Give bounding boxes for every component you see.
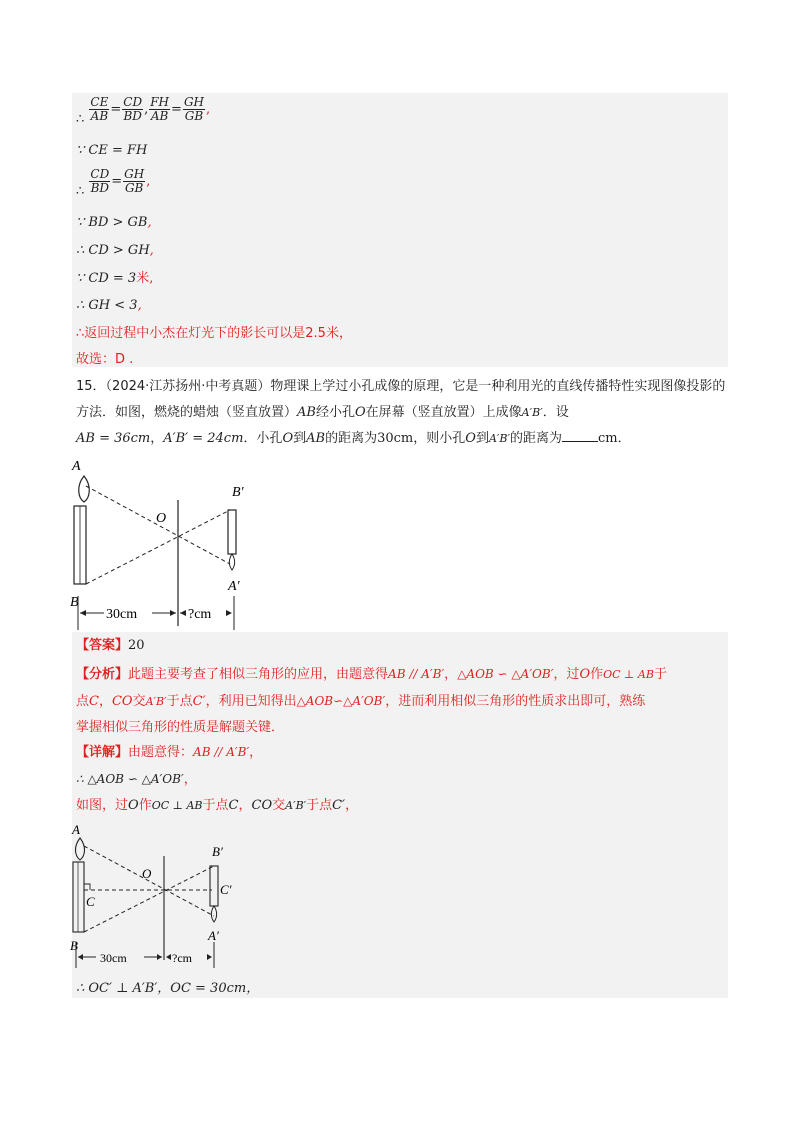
- pinhole-figure-2: [66, 820, 246, 972]
- label-c1: C′: [220, 882, 232, 897]
- answer-blank: [562, 429, 598, 442]
- label-a1: A′: [208, 928, 219, 943]
- fraction-gh-gb-2: $\frac{GH}{GB}$: [124, 167, 145, 195]
- flame-icon: [75, 838, 84, 860]
- label-c: C: [86, 894, 95, 909]
- question-15: 15．（2024·江苏扬州·中考真题）物理课上学过小孔成像的原理，它是一种利用光的直线传播特性实现图像投影的方法．如图，燃烧的蜡烛（竖直放置）AB经小孔O在屏幕（竖直放置）上成像A′B′．设 AB = 36cm，A′B′ = 24cm．小孔O到AB的距离为30cm，则小孔O到A′B′的距离为 cm．: [76, 379, 726, 446]
- proof-line-5: ∴ CD > GH,: [76, 243, 154, 258]
- dimension-30cm: 30cm: [106, 607, 138, 622]
- label-o: O: [156, 511, 167, 526]
- detail-block: 【详解】由题意得：AB // A′B′， ∴ △AOB ∽ △A′OB′， 如图，过O作OC ⊥ AB于点C，CO交A′B′于点C′，: [76, 745, 359, 813]
- image-candle: [228, 510, 236, 554]
- label-a1: A′: [228, 579, 240, 594]
- proof-line-6: ∵ CD = 3米,: [76, 271, 154, 286]
- fraction-fh-ab: $\frac{FH}{AB}$: [150, 95, 170, 123]
- candle: [73, 862, 84, 932]
- proof-line-2: ∵ CE = FH: [76, 143, 148, 158]
- label-o: O: [142, 866, 152, 881]
- flame-icon: [79, 476, 90, 502]
- proof-line-3: ∴ $\frac{CD}{BD}$ = $\frac{GH}{GB}$ ,: [76, 167, 151, 199]
- label-b: B: [70, 595, 79, 610]
- label-b: B: [70, 938, 78, 953]
- label-a: A: [72, 822, 80, 837]
- proof-line-7: ∴ GH < 3,: [76, 298, 142, 313]
- label-b1: B′: [232, 485, 244, 500]
- therefore-symbol: ∴: [76, 112, 85, 127]
- dimension-unknown: ?cm: [188, 607, 212, 622]
- proof-choice: 故选：D .: [76, 352, 134, 367]
- right-angle-mark: [84, 884, 90, 890]
- pinhole-figure-1: [66, 456, 266, 634]
- answer-line: 【答案】20: [76, 638, 145, 653]
- detail-last-line: ∴ OC′ ⊥ A′B′，OC = 30cm，: [76, 981, 260, 996]
- image-candle: [210, 866, 218, 906]
- fraction-gh-gb: $\frac{GH}{GB}$: [183, 95, 204, 123]
- analysis-block: 【分析】此题主要考查了相似三角形的应用，由题意得AB // A′B′，△AOB ∽ △A′OB′，过O作OC ⊥ AB于 点C，CO交A′B′于点C′，利用已知得出△AOB∽△A′OB′，进而利用相似三角形的性质求出即可，熟练 掌握相似三角形的性质是解题关键．: [76, 667, 667, 735]
- fraction-cd-bd: $\frac{CD}{BD}$: [123, 95, 143, 123]
- dimension-30cm: 30cm: [100, 951, 127, 965]
- fraction-cd-bd-2: $\frac{CD}{BD}$: [90, 167, 110, 195]
- proof-conclusion: ∴返回过程中小杰在灯光下的影长可以是2.5米，: [76, 326, 352, 341]
- label-a: A: [72, 459, 81, 474]
- proof-line-4: ∵ BD > GB,: [76, 215, 152, 230]
- dimension-unknown: ?cm: [172, 951, 192, 965]
- ray-top: [84, 846, 214, 916]
- label-b1: B′: [212, 844, 223, 859]
- fraction-ce-ab: $\frac{CE}{AB}$: [90, 95, 109, 123]
- proof-line-1: ∴ $\frac{CE}{AB}$ = $\frac{CD}{BD}$ , $\frac{FH}{AB}$ = $\frac{GH}{GB}$ ,: [76, 95, 211, 127]
